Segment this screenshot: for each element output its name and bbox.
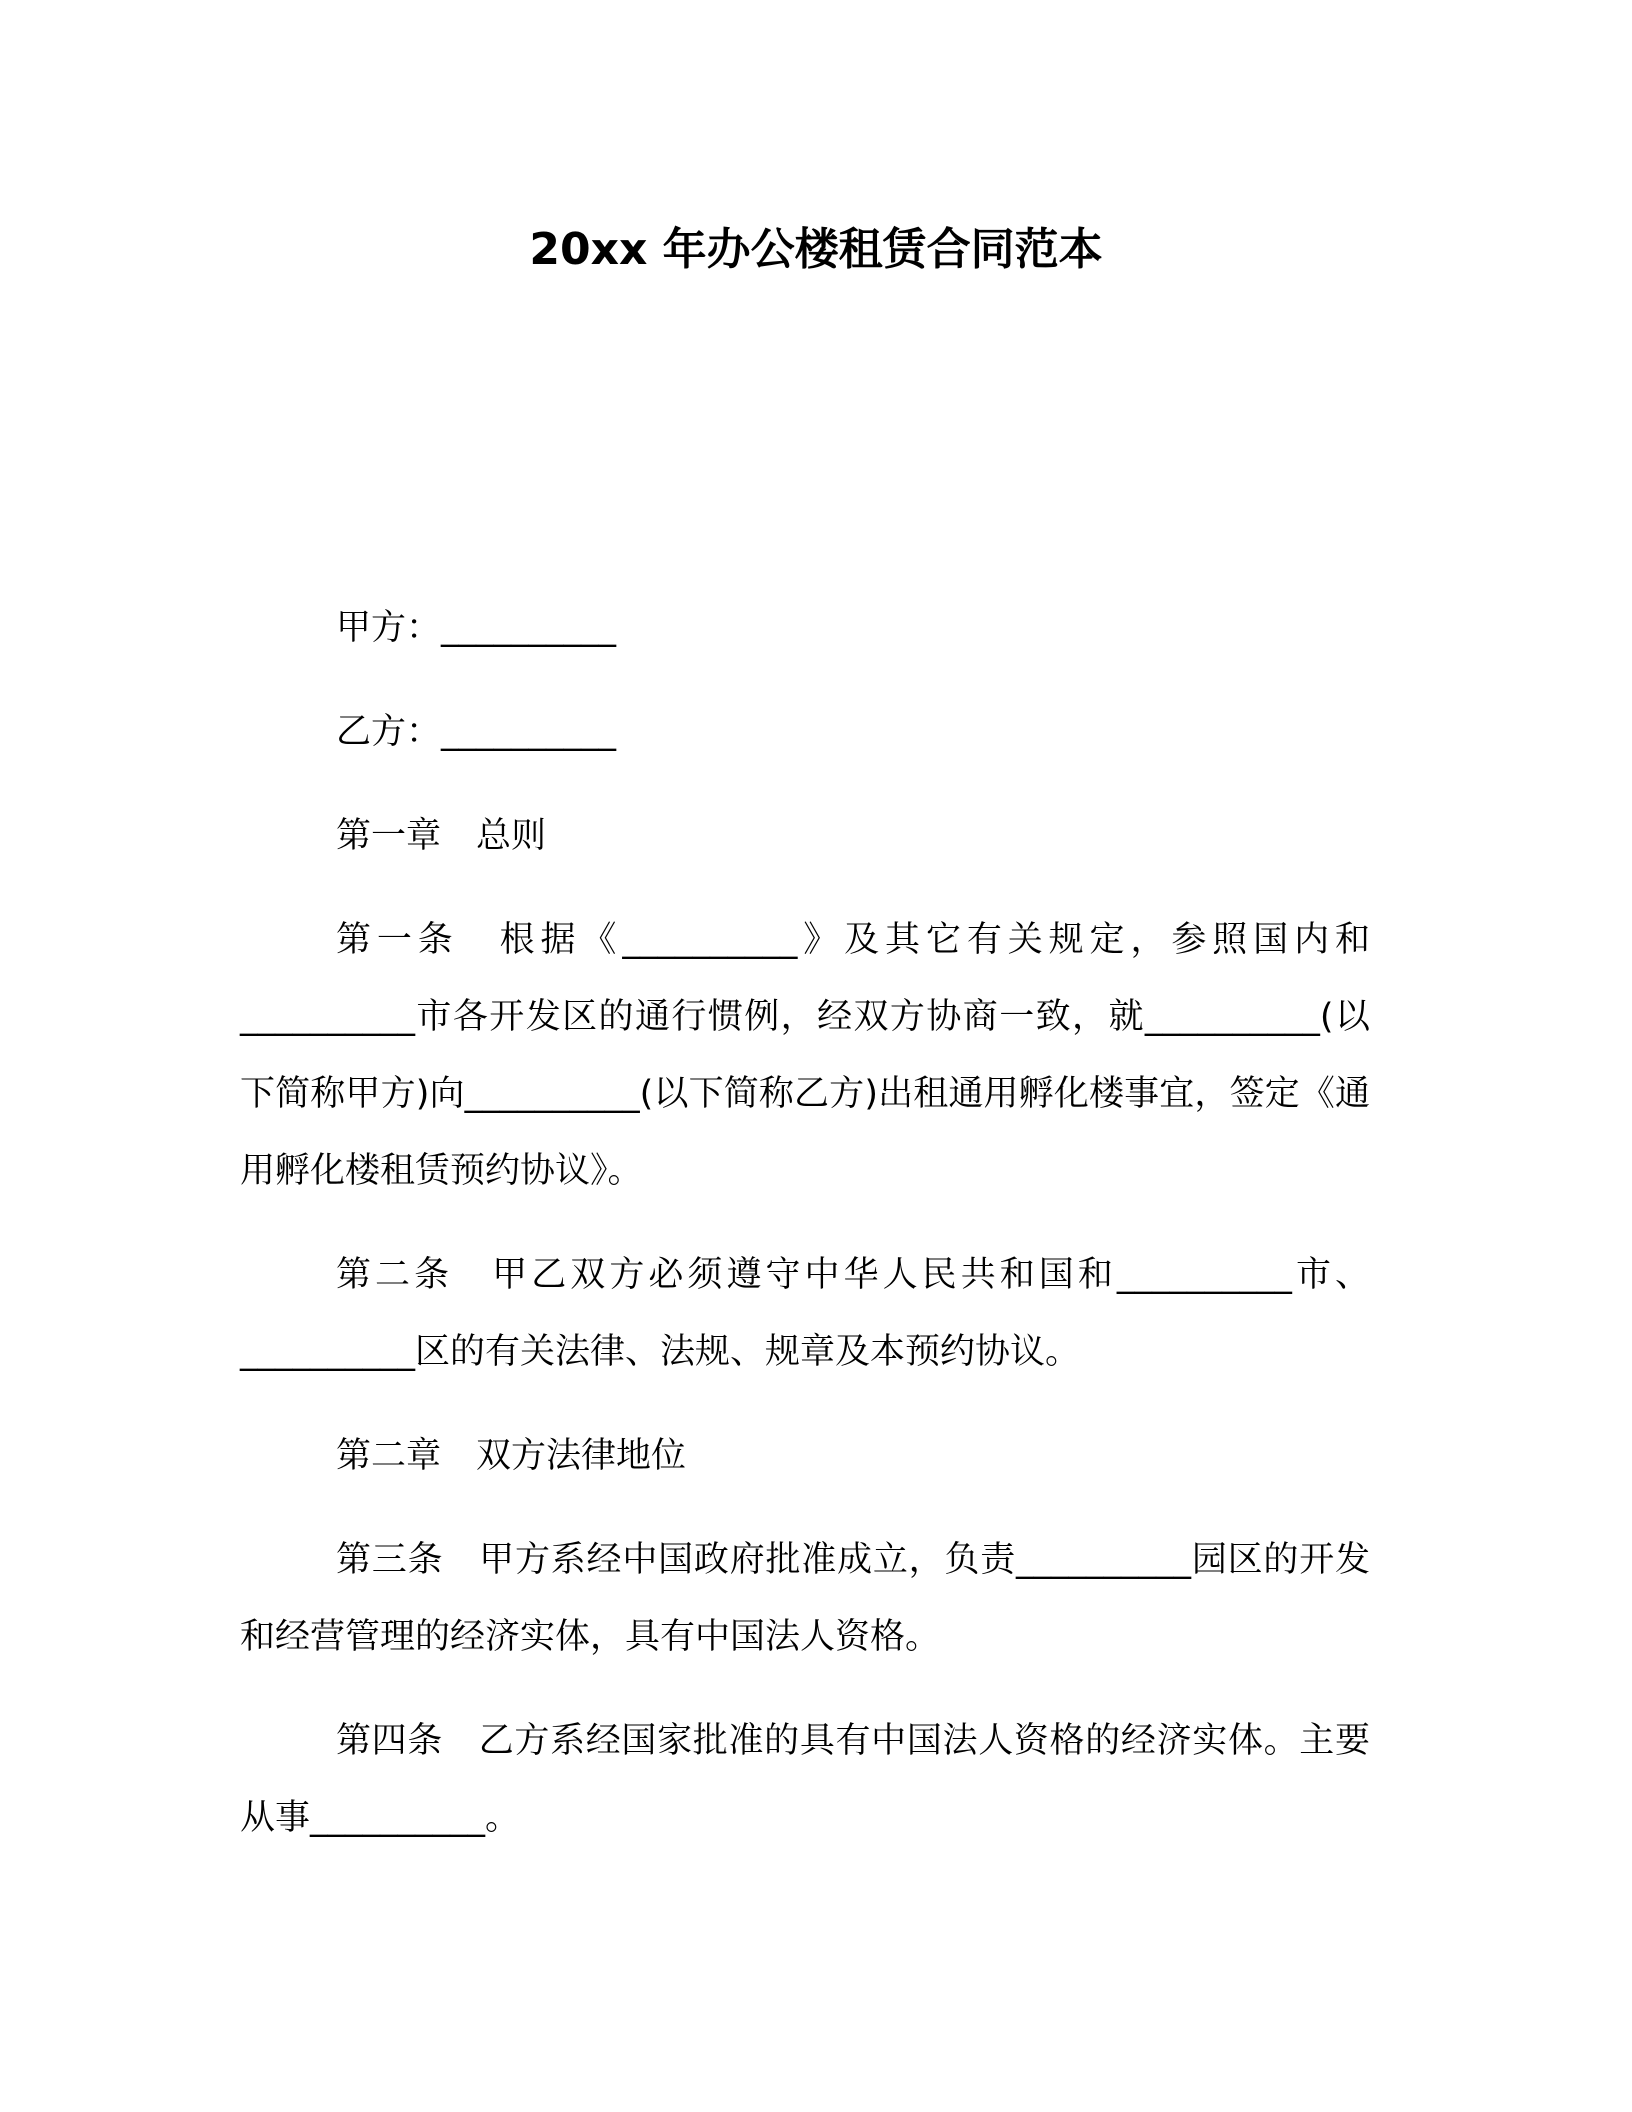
chapter-1-heading: 第一章 总则 xyxy=(336,816,547,856)
chapter-2-heading: 第二章 双方法律地位 xyxy=(336,1436,687,1476)
article-1: 第一条 根据《__________》及其它有关规定，参照国内和__________市各开发区的通行惯例，经双方协商一致，就__________(以下简称甲方)向__________(以下简称乙方)出租通用孵化楼事宜，签定《通用孵化楼租赁预约协议》。 xyxy=(240,920,1370,1191)
party-b-line: 乙方：__________ xyxy=(336,712,617,752)
document-body xyxy=(240,590,1370,1884)
party-a-line: 甲方：__________ xyxy=(336,608,617,648)
document-title: 20xx 年办公楼租赁合同范本 xyxy=(529,224,1103,275)
article-2: 第二条 甲乙双方必须遵守中华人民共和国和__________市、__________区的有关法律、法规、规章及本预约协议。 xyxy=(240,1255,1370,1372)
article-4: 第四条 乙方系经国家批准的具有中国法人资格的经济实体。主要从事__________。 xyxy=(240,1721,1370,1838)
article-3: 第三条 甲方系经中国政府批准成立，负责__________园区的开发和经营管理的经济实体，具有中国法人资格。 xyxy=(240,1540,1370,1657)
